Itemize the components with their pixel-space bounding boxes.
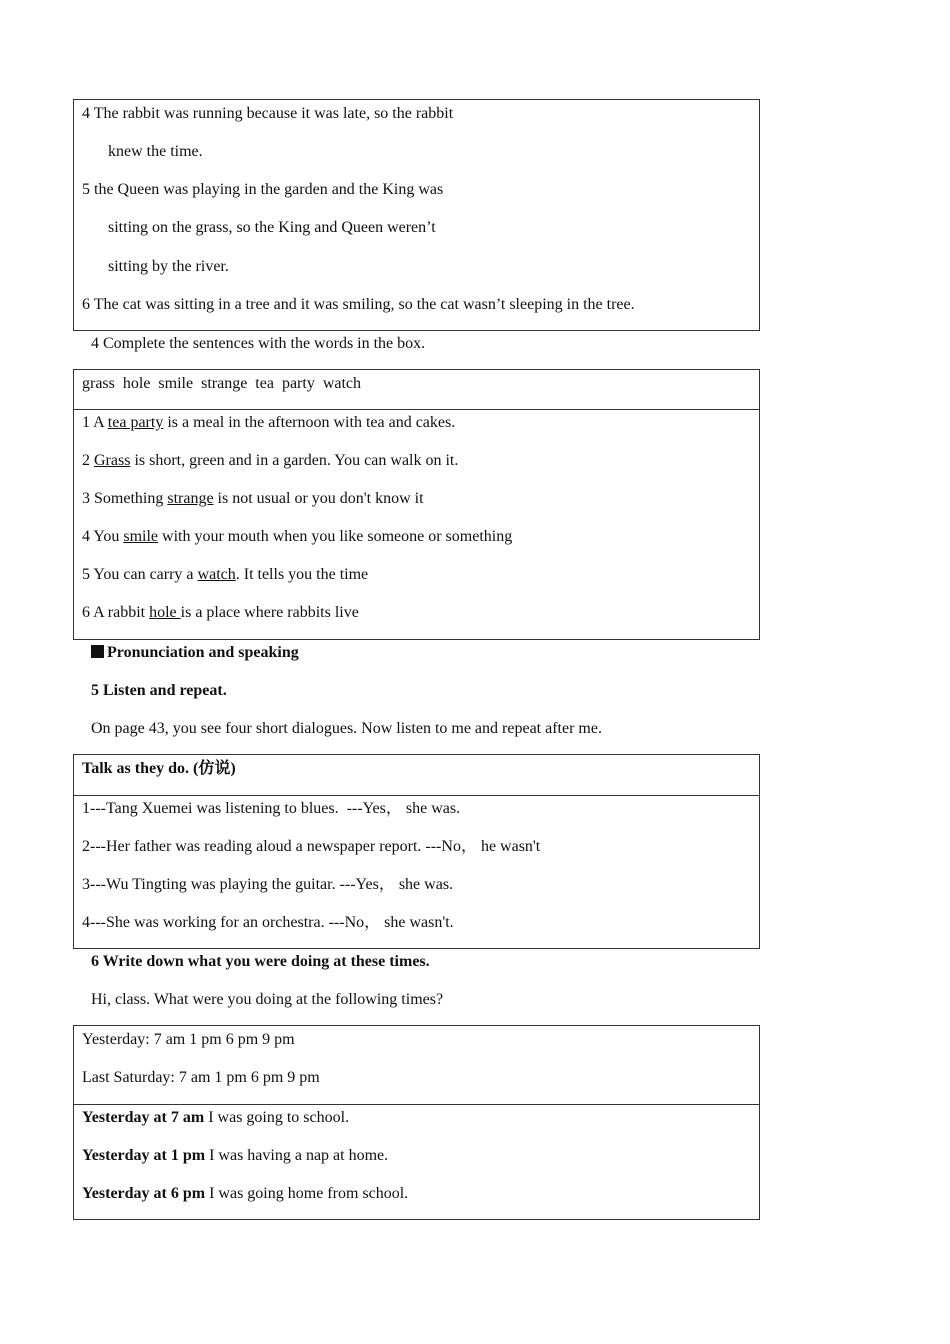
activity-text: I was going to school.	[204, 1109, 350, 1126]
activities-section	[74, 1104, 759, 1221]
sentence-text: is a meal in the afternoon with tea and cakes.	[163, 414, 456, 431]
activity-time: Yesterday at 7 am	[82, 1109, 205, 1126]
sentence-text: is not usual or you don't know it	[213, 490, 424, 507]
word-box-table	[73, 369, 760, 640]
dialogue-header-row	[74, 755, 759, 795]
answers-box	[73, 99, 760, 331]
answer-line: 5 the Queen was playing in the garden and the King was	[82, 181, 444, 198]
activity-line	[82, 1146, 388, 1166]
sentence-text: with your mouth when you like someone or something	[158, 528, 513, 545]
section-heading	[91, 643, 299, 663]
activity-time: Yesterday at 6 pm	[82, 1185, 206, 1202]
section-heading-text: Pronunciation and speaking	[107, 644, 299, 661]
time-line: Last Saturday: 7 am 1 pm 6 pm 9 pm	[82, 1069, 320, 1086]
sentence-item	[82, 565, 368, 585]
sentence-text: is a place where rabbits live	[180, 604, 359, 621]
answer-line: sitting by the river.	[108, 258, 229, 275]
times-table	[73, 1025, 760, 1220]
sentence-text: 3 Something	[82, 490, 168, 507]
answer-line: knew the time.	[108, 143, 203, 160]
sentence-text: 6 A rabbit	[82, 604, 150, 621]
sentence-answer: watch	[197, 566, 236, 583]
activity-time: Yesterday at 1 pm	[82, 1147, 206, 1164]
exercise-4-instruction: 4 Complete the sentences with the words in the box.	[91, 335, 426, 352]
sentence-text: . It tells you the time	[235, 566, 369, 583]
answer-line: 4 The rabbit was running because it was late, so the rabbit	[82, 105, 454, 122]
dialogue-line: 3---Wu Tingting was playing the guitar. ---Yes， she was.	[82, 876, 454, 893]
sentence-item	[82, 489, 424, 509]
activity-line	[82, 1108, 349, 1128]
word-box: grass hole smile strange tea party watch	[82, 375, 362, 392]
exercise-5-text: On page 43, you see four short dialogues. Now listen to me and repeat after me.	[91, 720, 602, 737]
sentence-item	[82, 451, 458, 471]
exercise-6-intro: Hi, class. What were you doing at the following times?	[91, 991, 444, 1008]
sentence-item	[82, 527, 512, 547]
dialogue-table	[73, 754, 760, 949]
exercise-5-title: 5 Listen and repeat.	[91, 682, 227, 699]
time-line: Yesterday: 7 am 1 pm 6 pm 9 pm	[82, 1031, 295, 1048]
sentence-answer: tea party	[107, 414, 164, 431]
word-box-row	[74, 370, 759, 409]
sentence-item	[82, 413, 455, 433]
answer-line: 6 The cat was sitting in a tree and it was smiling, so the cat wasn’t sleeping in the tree.	[82, 296, 635, 313]
sentence-answer: hole	[149, 604, 181, 621]
sentence-text: 4 You	[82, 528, 124, 545]
activity-text: I was going home from school.	[205, 1185, 409, 1202]
sentence-text: 1 A	[82, 414, 108, 431]
sentence-item	[82, 603, 359, 623]
sentences-section	[74, 409, 759, 641]
activity-line	[82, 1184, 408, 1204]
answer-line: sitting on the grass, so the King and Queen weren’t	[108, 219, 436, 236]
sentence-answer: smile	[123, 528, 159, 545]
sentence-answer: strange	[167, 490, 214, 507]
dialogue-line: 4---She was working for an orchestra. ---No， she wasn't.	[82, 914, 454, 931]
sentence-answer: Grass	[94, 452, 131, 469]
dialogue-box-title: Talk as they do. (仿说)	[82, 760, 236, 777]
sentence-text: 2	[82, 452, 94, 469]
activity-text: I was having a nap at home.	[205, 1147, 389, 1164]
times-section	[74, 1026, 759, 1104]
square-bullet-icon	[91, 645, 104, 658]
exercise-6-title: 6 Write down what you were doing at these times.	[91, 953, 430, 970]
dialogue-line: 1---Tang Xuemei was listening to blues. ---Yes， she was.	[82, 800, 461, 817]
dialogue-line: 2---Her father was reading aloud a newspaper report. ---No， he wasn't	[82, 838, 541, 855]
dialogue-section	[74, 795, 759, 950]
sentence-text: is short, green and in a garden. You can walk on it.	[130, 452, 459, 469]
sentence-text: 5 You can carry a	[82, 566, 198, 583]
